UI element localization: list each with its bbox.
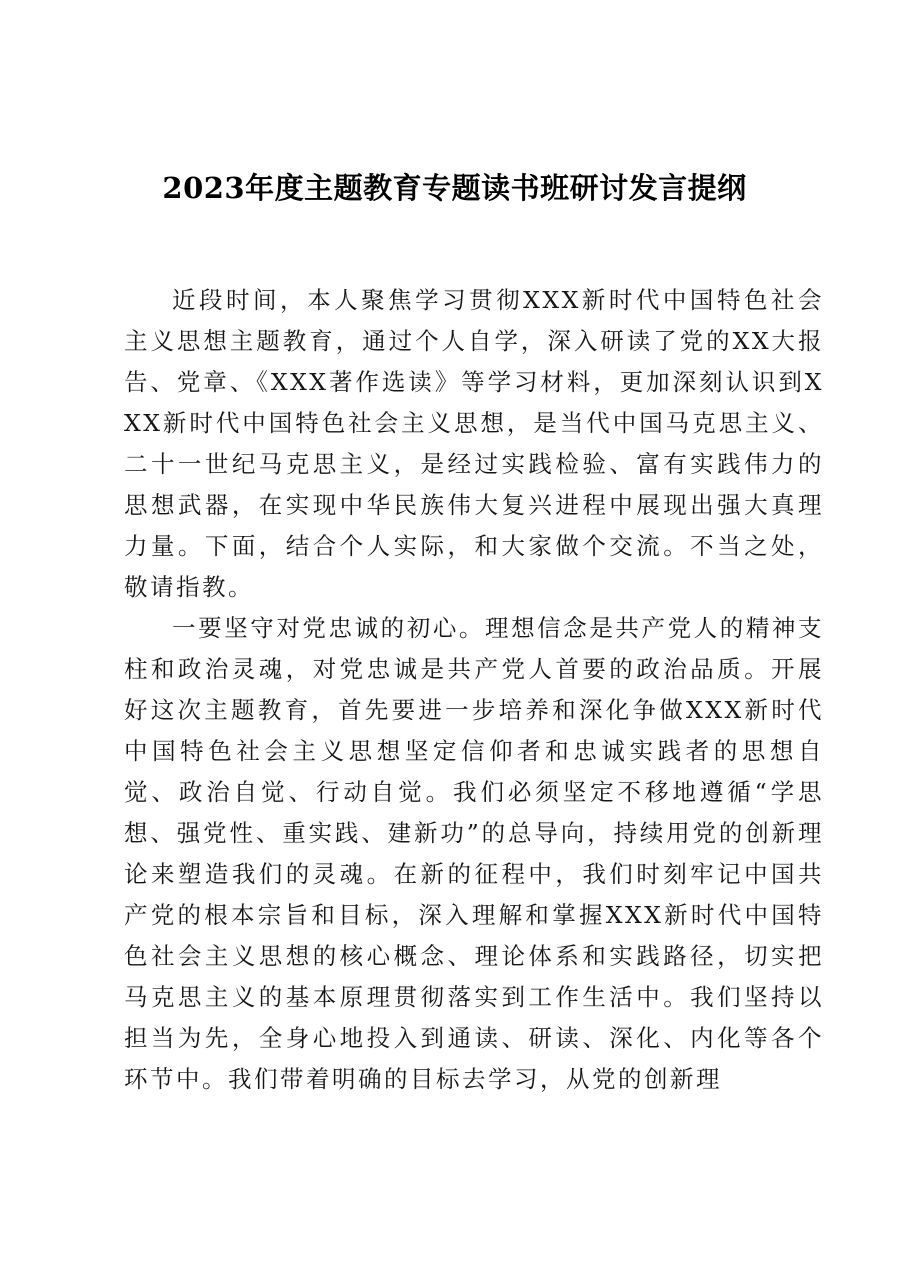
paragraph-point-one: 一要坚守对党忠诚的初心。理想信念是共产党人的精神支柱和政治灵魂，对党忠诚是共产党人首要的政治品质。开展好这次主题教育，首先要进一步培养和深化争做XXX新时代中国特色社会主义思想坚定信仰者和忠诚实践者的思想自觉、政治自觉、行动自觉。我们必须坚定不移地遵循“学思想、强党性、重实践、建新功”的总导向，持续用党的创新理论来塑造我们的灵魂。在新的征程中，我们时刻牢记中国共产党的根本宗旨和目标，深入理解和掌握XXX新时代中国特色社会主义思想的核心概念、理论体系和实践路径，切实把马克思主义的基本原理贯彻落实到工作生活中。我们坚持以担当为先，全身心地投入到通读、研读、深化、内化等各个环节中。我们带着明确的目标去学习，从党的创新理 bbox=[124, 614, 824, 1093]
document-title: 2023年度主题教育专题读书班研讨发言提纲 bbox=[162, 171, 747, 205]
paragraph-intro: 近段时间，本人聚焦学习贯彻XXX新时代中国特色社会主义思想主题教育，通过个人自学，深入研读了党的XX大报告、党章、《XXX著作选读》等学习材料，更加深刻认识到XXX新时代中国特色社会主义思想，是当代中国马克思主义、二十一世纪马克思主义，是经过实践检验、富有实践伟力的思想武器，在实现中华民族伟大复兴进程中展现出强大真理力量。下面，结合个人实际，和大家做个交流。不当之处，敬请指教。 bbox=[124, 286, 824, 601]
document-body bbox=[124, 280, 824, 1100]
